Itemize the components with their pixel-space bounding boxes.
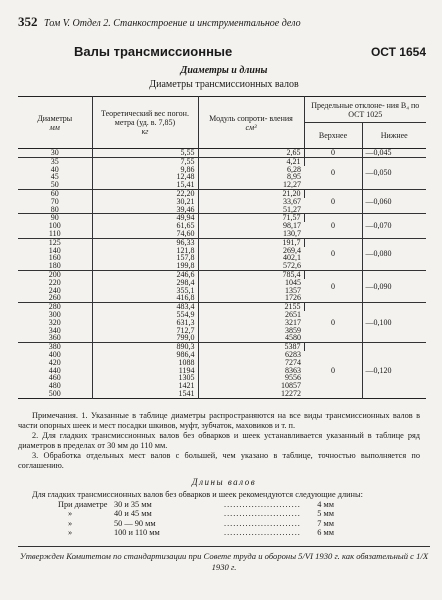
cell-diameter: 420 [18,359,92,367]
table-row [18,149,426,158]
cell-modulus: 2155 [198,303,304,311]
cell-lower-deviation: —0,080 [362,238,426,270]
table-row [18,157,426,165]
cell-weight: 12,48 [92,173,198,181]
cell-modulus: 785,4 [198,270,304,278]
header-modulus: Модуль сопроти- вления см³ [198,97,304,149]
table-body [18,149,426,399]
cell-lower-deviation: —0,060 [362,189,426,213]
cell-modulus: 6,28 [287,164,301,174]
cell-modulus: 21,20 [198,189,304,197]
cell-modulus: 4580 [285,333,301,343]
cell-weight: 554,9 [92,311,198,319]
note-3: 3. Обработка отдельных мест валов с большей, чем указано в таблице, точностью выполняется по соглашению. [18,450,420,470]
cell-modulus: 10857 [281,381,301,391]
cell-diameter: 380 [18,343,92,351]
cell-diameter: 260 [18,294,92,302]
note-2: 2. Для гладких трансмиссионных валов без обварков и шеек устанавливается указанный в таблице ряд диаметров в пределах от 30 мм до 110 мм. [18,430,420,450]
cell-diameter: 480 [18,382,92,390]
lengths-range: 30 и 35 мм [114,499,152,509]
cell-diameter: 320 [18,319,92,327]
cell-modulus: 3859 [285,325,301,335]
cell-modulus: 2651 [285,309,301,319]
table-row [18,189,426,197]
lengths-value: 6 мм [317,528,334,538]
cell-modulus: 12272 [281,388,301,398]
section-subtitle: Диаметры и длины [180,65,268,76]
cell-modulus: 12,27 [283,180,301,190]
table-row [18,214,426,222]
cell-weight: 61,65 [92,222,198,230]
cell-modulus: 572,6 [283,261,301,271]
table-title: Диаметры трансмиссионных валов [149,79,299,90]
cell-diameter: 50 [18,181,92,189]
cell-modulus: 7274 [285,357,301,367]
cell-diameter: 360 [18,334,92,342]
running-head-text: Том V. Отдел 2. Станкостроение и инструментальное дело [44,18,301,29]
lengths-range: 100 и 110 мм [114,528,160,538]
cell-diameter: 500 [18,390,92,398]
lengths-prefix: » [68,518,73,528]
page-number: 352 [18,14,38,29]
cell-diameter: 100 [18,222,92,230]
cell-diameter: 180 [18,262,92,270]
lengths-leader: ......................... [224,518,301,528]
header-weight: Теоретический вес погон. метра (уд. в. 7,85) кг [92,97,198,149]
cell-weight: 1305 [92,374,198,382]
cell-lower-deviation: —0,050 [362,157,426,189]
note-1: Примечания. 1. Указанные в таблице диаметры распространяются на все виды трансмиссионных валов в части опорных шеек и мест посадки шкивов, муфт, зубчаток, маховиков и т. п. [18,410,420,430]
cell-diameter: 440 [18,367,92,375]
cell-modulus: 1357 [285,285,301,295]
cell-weight: 199,8 [92,262,198,270]
cell-modulus: 5387 [198,343,304,351]
cell-modulus: 2,65 [198,149,304,158]
table-row [18,343,426,351]
lengths-row [58,519,334,529]
cell-diameter: 70 [18,198,92,206]
running-head [18,14,430,36]
cell-modulus: 9556 [285,373,301,383]
cell-diameter: 240 [18,287,92,295]
cell-weight: 1088 [92,359,198,367]
cell-weight: 15,41 [92,181,198,189]
cell-weight: 890,3 [92,343,198,351]
cell-modulus: 402,1 [283,253,301,263]
lengths-row [58,528,334,538]
cell-diameter: 40 [18,166,92,174]
cell-diameter: 140 [18,247,92,255]
notes [18,411,430,471]
lengths-table [58,500,334,538]
cell-upper-deviation: 0 [304,149,362,158]
lengths-title: Длины валов [191,476,257,487]
page-title: Валы трансмиссионные [74,44,233,59]
table-row [18,303,426,311]
cell-upper-deviation: 0 [304,238,362,270]
cell-diameter: 220 [18,279,92,287]
cell-weight: 121,8 [92,247,198,255]
cell-diameter: 30 [18,149,92,158]
cell-weight: 246,6 [92,270,198,278]
header-upper: Верхнее [304,123,362,149]
cell-modulus: 1045 [285,277,301,287]
cell-weight: 96,33 [92,238,198,246]
cell-weight: 298,4 [92,279,198,287]
cell-weight: 7,55 [92,157,198,165]
table-row [18,238,426,246]
cell-weight: 49,94 [92,214,198,222]
diameters-table [18,96,426,399]
header-diameter: Диаметры мм [18,97,92,149]
lengths-range: 40 и 45 мм [114,509,152,519]
cell-modulus: 8,95 [287,172,301,182]
lengths-leader: ......................... [224,509,301,519]
cell-weight: 355,1 [92,287,198,295]
header-lower: Нижнее [362,123,426,149]
cell-weight: 9,86 [92,166,198,174]
cell-modulus: 3217 [285,317,301,327]
cell-diameter: 280 [18,303,92,311]
cell-upper-deviation: 0 [304,189,362,213]
header-tolerance: Предельные отклоне- ния В₄ по ОСТ 1025 [311,100,420,119]
cell-diameter: 460 [18,374,92,382]
title-row [18,44,430,59]
lengths-row [58,500,334,510]
cell-modulus: 33,67 [283,196,301,206]
cell-upper-deviation: 0 [304,214,362,238]
cell-lower-deviation: —0,070 [362,214,426,238]
cell-diameter: 90 [18,214,92,222]
cell-lower-deviation: —0,090 [362,270,426,302]
cell-modulus: 4,21 [198,157,304,165]
cell-upper-deviation: 0 [304,343,362,399]
cell-diameter: 35 [18,157,92,165]
cell-modulus: 269,4 [283,245,301,255]
cell-modulus: 191,7 [198,238,304,246]
cell-weight: 5,55 [92,149,198,158]
cell-diameter: 110 [18,230,92,238]
cell-weight: 416,8 [92,294,198,302]
cell-diameter: 300 [18,311,92,319]
cell-diameter: 80 [18,206,92,214]
cell-diameter: 340 [18,327,92,335]
cell-weight: 30,21 [92,198,198,206]
cell-upper-deviation: 0 [304,303,362,343]
cell-weight: 1421 [92,382,198,390]
cell-weight: 74,60 [92,230,198,238]
cell-weight: 39,46 [92,206,198,214]
cell-weight: 22,20 [92,189,198,197]
cell-upper-deviation: 0 [304,157,362,189]
lengths-prefix: » [68,528,73,538]
cell-diameter: 60 [18,189,92,197]
cell-weight: 631,3 [92,319,198,327]
lengths-value: 7 мм [317,518,334,528]
cell-lower-deviation: —0,045 [365,148,392,157]
cell-modulus: 98,17 [283,221,301,231]
cell-diameter: 160 [18,254,92,262]
lengths-range: 50 — 90 мм [114,518,156,528]
lengths-prefix: » [68,509,73,519]
lengths-value: 5 мм [317,509,334,519]
cell-modulus: 1726 [285,293,301,303]
cell-upper-deviation: 0 [304,270,362,302]
cell-diameter: 45 [18,173,92,181]
cell-modulus: 6283 [285,349,301,359]
cell-weight: 712,7 [92,327,198,335]
cell-diameter: 400 [18,351,92,359]
cell-modulus: 51,27 [283,204,301,214]
lengths-leader: ......................... [224,499,301,509]
cell-modulus: 8363 [285,365,301,375]
approval-note: Утвержден Комитетом по стандартизации при Совете труда и обороны 5/VI 1930 г. как обязательный с 1/X 1930 г. [18,546,430,573]
cell-diameter: 125 [18,238,92,246]
standard-number: ОСТ 1654 [370,45,426,59]
cell-modulus: 71,57 [198,214,304,222]
cell-weight: 1541 [92,390,198,398]
lengths-row [58,509,334,519]
lengths-prefix: При диаметре [58,499,108,509]
table-row [18,270,426,278]
lengths-intro: Для гладких трансмиссионных валов без обварков и шеек рекомендуются следующие длины: [32,489,363,499]
cell-weight: 986,4 [92,351,198,359]
cell-lower-deviation: —0,100 [362,303,426,343]
lengths-value: 4 мм [317,499,334,509]
lengths-leader: ......................... [224,528,301,538]
cell-diameter: 200 [18,270,92,278]
cell-weight: 483,4 [92,303,198,311]
cell-weight: 799,0 [92,334,198,342]
cell-lower-deviation: —0,120 [362,343,426,399]
cell-weight: 157,8 [92,254,198,262]
cell-weight: 1194 [92,367,198,375]
cell-modulus: 130,7 [283,228,301,238]
